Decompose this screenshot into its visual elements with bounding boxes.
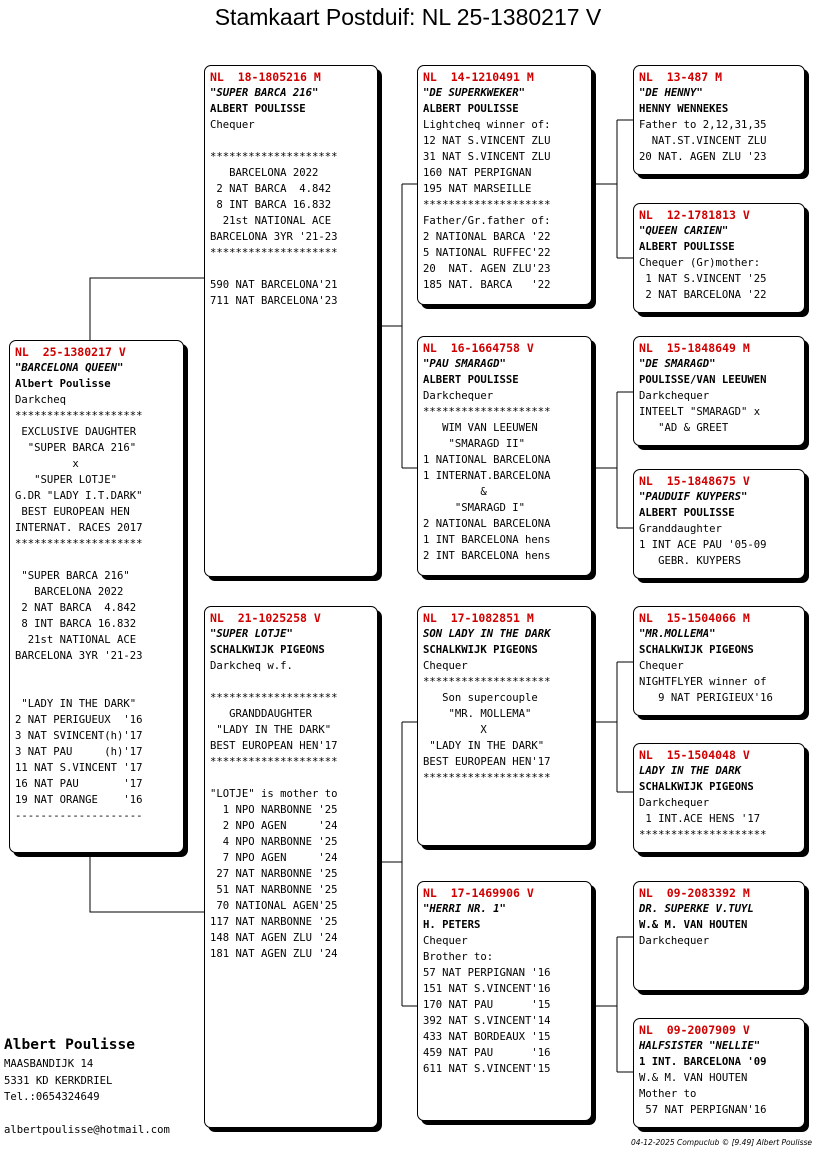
info-line: "SUPER BARCA 216"	[15, 570, 130, 582]
info-line: Darkchequer	[639, 390, 710, 402]
breeder-name: POULISSE/VAN LEEUWEN	[639, 374, 767, 386]
pigeon-name: DR. SUPERKE V.TUYL	[639, 903, 754, 915]
owner-email[interactable]: albertpoulisse@hotmail.com	[4, 1124, 170, 1136]
info-line: ********************	[15, 410, 143, 422]
info-line: 5 NATIONAL RUFFEC'22	[423, 247, 551, 259]
info-line: Chequer	[423, 660, 468, 672]
info-line: 57 NAT PERPIGNAN '16	[423, 967, 551, 979]
info-line: BARCELONA 2022	[210, 167, 319, 179]
info-line: Chequer (Gr)mother:	[639, 257, 761, 269]
info-line: Father to 2,12,31,35	[639, 119, 767, 131]
pedigree-card-mother	[204, 606, 378, 1128]
info-line: "SUPER BARCA 216"	[15, 442, 137, 454]
ring-number: NL 15-1504066 M	[639, 611, 750, 625]
owner-name: Albert Poulisse	[4, 1037, 135, 1053]
info-line: 160 NAT PERPIGNAN	[423, 167, 532, 179]
info-line: ********************	[210, 247, 338, 259]
pedigree-card-subject	[9, 340, 184, 853]
info-line: 3 NAT SVINCENT(h)'17	[15, 730, 143, 742]
info-line: 8 INT BARCA 16.832	[210, 199, 332, 211]
info-line: 170 NAT PAU '15	[423, 999, 551, 1011]
pigeon-name: "MR.MOLLEMA"	[639, 628, 716, 640]
pigeon-name: "DE SUPERKWEKER"	[423, 87, 526, 99]
owner-phone: Tel.:0654324649	[4, 1091, 100, 1103]
info-line: GEBR. KUYPERS	[639, 555, 742, 567]
ring-number: NL 25-1380217 V	[15, 345, 126, 359]
breeder-name: W.& M. VAN HOUTEN	[639, 919, 748, 931]
pigeon-name: "PAUDUIF KUYPERS"	[639, 491, 748, 503]
info-line: Mother to	[639, 1088, 697, 1100]
pedigree-card-mfm	[633, 743, 805, 853]
info-line: INTERNAT. RACES 2017	[15, 522, 143, 534]
pedigree-card-ffm	[633, 203, 805, 313]
info-line: 9 NAT PERIGIEUX'16	[639, 692, 773, 704]
breeder-name: HENNY WENNEKES	[639, 103, 729, 115]
info-line: 20 NAT. AGEN ZLU'23	[423, 263, 551, 275]
info-line: 16 NAT PAU '17	[15, 778, 143, 790]
info-line: 590 NAT BARCELONA'21	[210, 279, 338, 291]
breeder-name: ALBERT POULISSE	[210, 103, 306, 115]
info-line: 2 NAT PERIGUEUX '16	[15, 714, 143, 726]
info-line	[210, 261, 372, 277]
ring-number: NL 18-1805216 M	[210, 70, 321, 84]
info-line: 392 NAT S.VINCENT'14	[423, 1015, 551, 1027]
info-line: 1 NATIONAL BARCELONA	[423, 454, 551, 466]
pedigree-card-ff	[417, 65, 592, 305]
ring-number: NL 14-1210491 M	[423, 70, 534, 84]
pigeon-name: "HERRI NR. 1"	[423, 903, 506, 915]
info-line: 181 NAT AGEN ZLU '24	[210, 948, 338, 960]
info-line	[210, 770, 372, 786]
info-line	[15, 680, 178, 696]
info-line	[15, 664, 178, 680]
info-line: "AD & GREET	[639, 422, 729, 434]
info-line: 1 INT BARCELONA hens	[423, 534, 551, 546]
info-line: BARCELONA 3YR '21-23	[15, 650, 143, 662]
breeder-name: SCHALKWIJK PIGEONS	[639, 781, 754, 793]
owner-block	[4, 1034, 135, 1106]
info-line: 459 NAT PAU '16	[423, 1047, 551, 1059]
info-line: 70 NATIONAL AGEN'25	[210, 900, 338, 912]
breeder-name: ALBERT POULISSE	[423, 374, 519, 386]
pedigree-card-mmf	[633, 881, 805, 991]
info-line: ********************	[423, 676, 551, 688]
info-line: 3 NAT PAU (h)'17	[15, 746, 143, 758]
info-line: 21st NATIONAL ACE	[15, 634, 137, 646]
ring-number: NL 12-1781813 V	[639, 208, 750, 222]
info-line: BEST EUROPEAN HEN	[15, 506, 130, 518]
info-line: Father/Gr.father of:	[423, 215, 551, 227]
info-line: 433 NAT BORDEAUX '15	[423, 1031, 551, 1043]
info-line: WIM VAN LEEUWEN	[423, 422, 538, 434]
info-line: 20 NAT. AGEN ZLU '23	[639, 151, 767, 163]
info-line: 1 INT ACE PAU '05-09	[639, 539, 767, 551]
info-line: "SUPER LOTJE"	[15, 474, 118, 486]
info-line: 2 NATIONAL BARCA '22	[423, 231, 551, 243]
info-line: 2 INT BARCELONA hens	[423, 550, 551, 562]
info-line: 51 NAT NARBONNE '25	[210, 884, 338, 896]
pigeon-name: "PAU SMARAGD"	[423, 358, 506, 370]
ring-number: NL 09-2083392 M	[639, 886, 750, 900]
info-line: 1 NAT S.VINCENT '25	[639, 273, 767, 285]
info-line: ********************	[15, 538, 143, 550]
info-line: Chequer	[423, 935, 468, 947]
pedigree-card-fm	[417, 336, 592, 576]
info-line: 195 NAT MARSEILLE	[423, 183, 532, 195]
breeder-name: ALBERT POULISSE	[423, 103, 519, 115]
info-line: "LOTJE" is mother to	[210, 788, 338, 800]
info-line: Lightcheq winner of:	[423, 119, 551, 131]
breeder-name: H. PETERS	[423, 919, 481, 931]
info-line: "LADY IN THE DARK"	[15, 698, 137, 710]
ring-number: NL 15-1848649 M	[639, 341, 750, 355]
info-line: BEST EUROPEAN HEN'17	[423, 756, 551, 768]
info-line: Chequer	[210, 119, 255, 131]
info-line: x	[15, 458, 79, 470]
pedigree-card-mff	[633, 606, 805, 716]
info-line: "SMARAGD I"	[423, 502, 526, 514]
info-line: 31 NAT S.VINCENT ZLU	[423, 151, 551, 163]
info-line: Granddaughter	[639, 523, 722, 535]
info-line: ********************	[210, 756, 338, 768]
breeder-name: SCHALKWIJK PIGEONS	[639, 644, 754, 656]
breeder-name: Albert Poulisse	[15, 378, 111, 390]
info-line: 7 NPO AGEN '24	[210, 852, 338, 864]
info-line: 117 NAT NARBONNE '25	[210, 916, 338, 928]
info-line: 12 NAT S.VINCENT ZLU	[423, 135, 551, 147]
info-line: 2 NAT BARCA 4.842	[210, 183, 332, 195]
info-line: 11 NAT S.VINCENT '17	[15, 762, 143, 774]
info-line: 185 NAT. BARCA '22	[423, 279, 551, 291]
info-line: ********************	[210, 151, 338, 163]
info-line: 148 NAT AGEN ZLU '24	[210, 932, 338, 944]
pigeon-name: "SUPER LOTJE"	[210, 628, 293, 640]
info-line: 8 INT BARCA 16.832	[15, 618, 137, 630]
info-line: --------------------	[15, 810, 143, 822]
info-line: BARCELONA 3YR '21-23	[210, 231, 338, 243]
info-line: Darkchequer	[423, 390, 494, 402]
info-line: NIGHTFLYER winner of	[639, 676, 767, 688]
pigeon-name: "SUPER BARCA 216"	[210, 87, 319, 99]
pigeon-name: "BARCELONA QUEEN"	[15, 362, 124, 374]
breeder-name: 1 INT. BARCELONA '09	[639, 1056, 767, 1068]
pedigree-card-mm	[417, 881, 592, 1121]
owner-address-line: MAASBANDIJK 14	[4, 1058, 94, 1070]
info-line: G.DR "LADY I.T.DARK"	[15, 490, 143, 502]
ring-number: NL 17-1082851 M	[423, 611, 534, 625]
info-line: INTEELT "SMARAGD" x	[639, 406, 761, 418]
info-line: "LADY IN THE DARK"	[423, 740, 545, 752]
info-line: "SMARAGD II"	[423, 438, 526, 450]
pedigree-card-fmm	[633, 469, 805, 579]
pedigree-card-mmm	[633, 1018, 805, 1128]
info-line: 711 NAT BARCELONA'23	[210, 295, 338, 307]
breeder-name: SCHALKWIJK PIGEONS	[210, 644, 325, 656]
owner-address-line: 5331 KD KERKDRIEL	[4, 1074, 113, 1087]
info-line: Darkcheq w.f.	[210, 660, 293, 672]
pigeon-name: "DE HENNY"	[639, 87, 703, 99]
ring-number: NL 15-1848675 V	[639, 474, 750, 488]
info-line: 57 NAT PERPIGNAN'16	[639, 1104, 767, 1116]
ring-number: NL 16-1664758 V	[423, 341, 534, 355]
info-line: &	[423, 486, 487, 498]
info-line: Darkchequer	[639, 935, 710, 947]
info-line: ********************	[423, 199, 551, 211]
info-line: 151 NAT S.VINCENT'16	[423, 983, 551, 995]
pigeon-name: "QUEEN CARIEN"	[639, 225, 729, 237]
info-line: 1 INTERNAT.BARCELONA	[423, 470, 551, 482]
info-line: Son supercouple	[423, 692, 538, 704]
ring-number: NL 21-1025258 V	[210, 611, 321, 625]
pigeon-name: LADY IN THE DARK	[639, 765, 742, 777]
ring-number: NL 17-1469906 V	[423, 886, 534, 900]
pigeon-name: HALFSISTER "NELLIE"	[639, 1040, 761, 1052]
info-line: "LADY IN THE DARK"	[210, 724, 332, 736]
info-line: ********************	[639, 829, 767, 841]
pedigree-card-fmf	[633, 336, 805, 446]
info-line: EXCLUSIVE DAUGHTER	[15, 426, 137, 438]
ring-number: NL 09-2007909 V	[639, 1023, 750, 1037]
pedigree-card-mf	[417, 606, 592, 846]
info-line	[210, 133, 372, 149]
info-line: 21st NATIONAL ACE	[210, 215, 332, 227]
info-line: 2 NAT BARCELONA '22	[639, 289, 767, 301]
info-line: GRANDDAUGHTER	[210, 708, 313, 720]
page-title: Stamkaart Postduif: NL 25-1380217 V	[214, 4, 602, 30]
info-line: 4 NPO NARBONNE '25	[210, 836, 338, 848]
breeder-name: ALBERT POULISSE	[639, 507, 735, 519]
footer-credit: 04-12-2025 Compuclub © [9.49] Albert Poulisse	[631, 1138, 812, 1147]
info-line: 1 NPO NARBONNE '25	[210, 804, 338, 816]
info-line: Chequer	[639, 660, 684, 672]
info-line: "MR. MOLLEMA"	[423, 708, 532, 720]
info-line: 2 NPO AGEN '24	[210, 820, 338, 832]
breeder-name: ALBERT POULISSE	[639, 241, 735, 253]
info-line: Darkchequer	[639, 797, 710, 809]
info-line: BEST EUROPEAN HEN'17	[210, 740, 338, 752]
info-line	[210, 674, 372, 690]
info-line: ********************	[423, 406, 551, 418]
info-line: X	[423, 724, 487, 736]
ring-number: NL 13-487 M	[639, 70, 723, 84]
info-line: 19 NAT ORANGE '16	[15, 794, 143, 806]
info-line: BARCELONA 2022	[15, 586, 124, 598]
info-line: 1 INT.ACE HENS '17	[639, 813, 761, 825]
info-line: ********************	[423, 772, 551, 784]
info-line: ********************	[210, 692, 338, 704]
info-line: W.& M. VAN HOUTEN	[639, 1072, 748, 1084]
info-line: 27 NAT NARBONNE '25	[210, 868, 338, 880]
pedigree-card-father	[204, 65, 378, 577]
pigeon-name: SON LADY IN THE DARK	[423, 628, 551, 640]
info-line	[15, 552, 178, 568]
info-line: 2 NAT BARCA 4.842	[15, 602, 137, 614]
info-line: NAT.ST.VINCENT ZLU	[639, 135, 767, 147]
info-line: Darkcheq	[15, 394, 67, 406]
breeder-name: SCHALKWIJK PIGEONS	[423, 644, 538, 656]
pedigree-card-fff	[633, 65, 805, 175]
info-line: Brother to:	[423, 951, 494, 963]
ring-number: NL 15-1504048 V	[639, 748, 750, 762]
pigeon-name: "DE SMARAGD"	[639, 358, 716, 370]
info-line: 611 NAT S.VINCENT'15	[423, 1063, 551, 1075]
info-line: 2 NATIONAL BARCELONA	[423, 518, 551, 530]
